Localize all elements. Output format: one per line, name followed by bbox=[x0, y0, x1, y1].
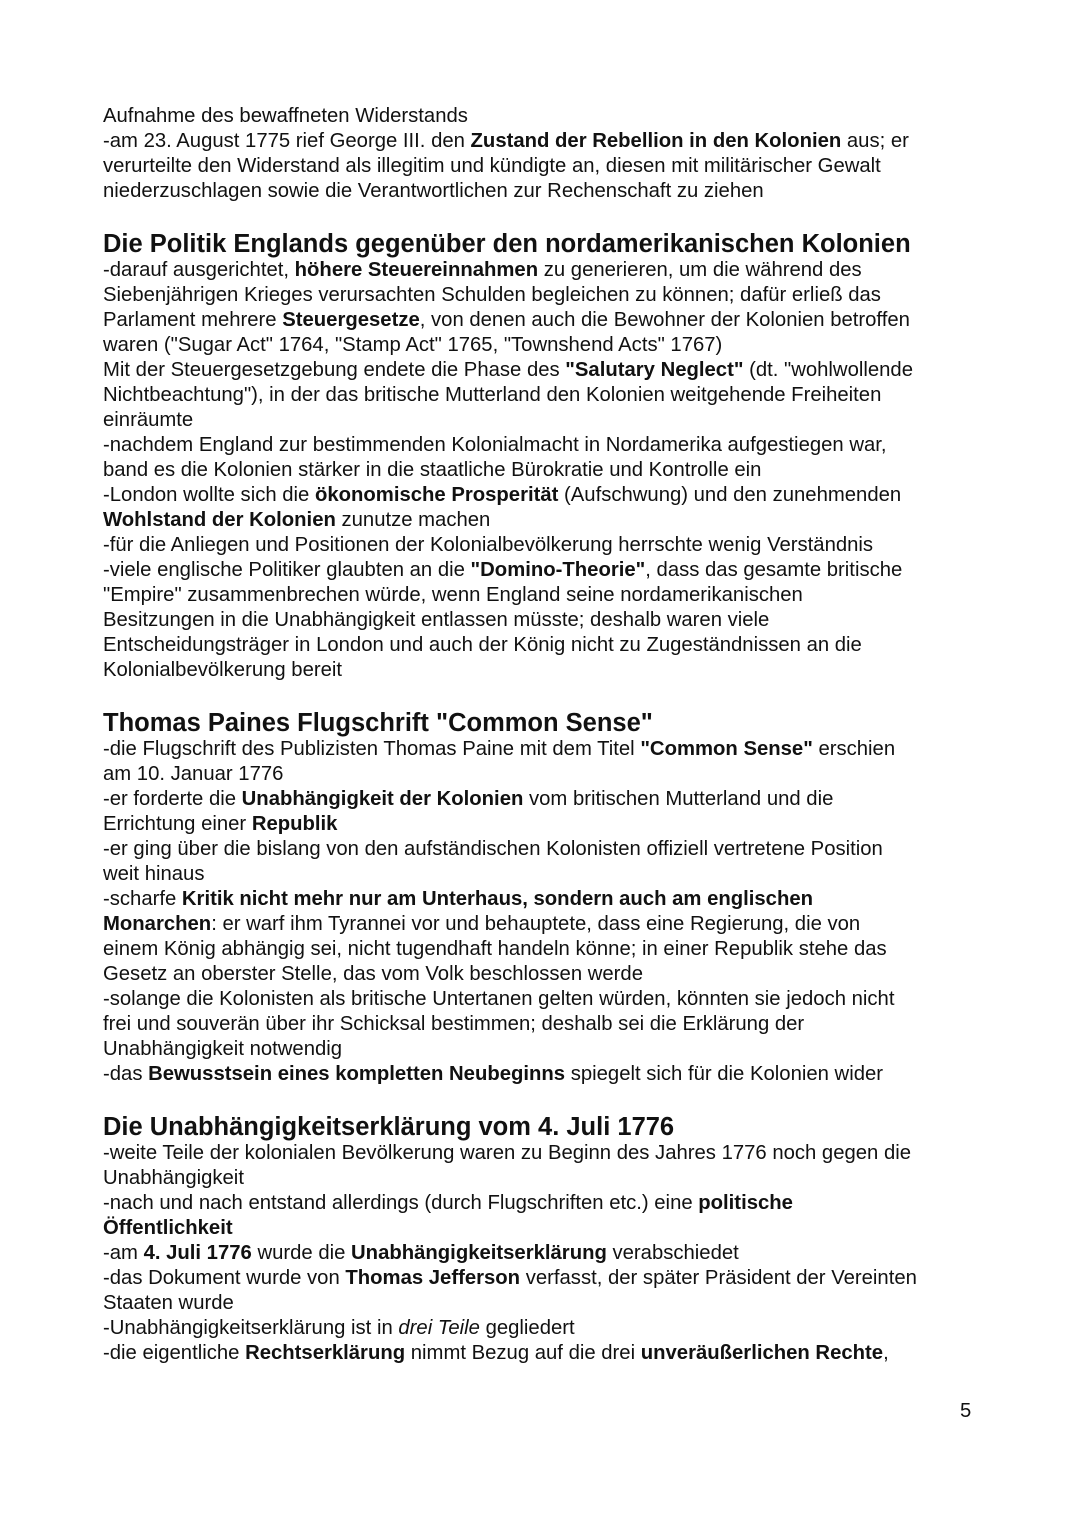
plain-text: -weite Teile der kolonialen Bevölkerung waren zu Beginn des Jahres 1776 noch gegen die bbox=[103, 1142, 912, 1164]
bold-text: unveräußerlichen Rechte bbox=[640, 1342, 884, 1364]
plain-text: Unabhängigkeit bbox=[103, 1167, 244, 1189]
plain-text: Entscheidungsträger in London und auch der König nicht zu Zugeständnissen an die bbox=[103, 634, 862, 656]
text-line bbox=[103, 1037, 993, 1062]
text-line bbox=[103, 1216, 993, 1241]
plain-text: frei und souverän über ihr Schicksal bestimmen; deshalb sei die Erklärung der bbox=[103, 1013, 805, 1035]
plain-text: -solange die Kolonisten als britische Untertanen gelten würden, könnten sie jedoch nicht bbox=[103, 988, 895, 1010]
plain-text: gegliedert bbox=[479, 1317, 575, 1339]
text-line bbox=[103, 333, 993, 358]
text-line bbox=[103, 283, 993, 308]
text-line bbox=[103, 962, 993, 987]
section-heading: Die Politik Englands gegenüber den nordamerikanischen Kolonien bbox=[103, 230, 911, 258]
text-line bbox=[103, 1241, 993, 1266]
plain-text: Aufnahme des bewaffneten Widerstands bbox=[103, 105, 468, 127]
plain-text: -die eigentliche bbox=[103, 1342, 246, 1364]
text-line bbox=[103, 583, 993, 608]
plain-text: -das Dokument wurde von bbox=[103, 1267, 346, 1289]
bold-text: Unabhängigkeitserklärung bbox=[351, 1242, 607, 1264]
section-heading: Thomas Paines Flugschrift "Common Sense" bbox=[103, 709, 653, 737]
plain-text: aus; er bbox=[841, 130, 909, 152]
plain-text: Besitzungen in die Unabhängigkeit entlassen müsste; deshalb waren viele bbox=[103, 609, 770, 631]
bold-text: Republik bbox=[251, 813, 338, 835]
plain-text: Parlament mehrere bbox=[103, 309, 283, 331]
text-line bbox=[103, 658, 993, 683]
plain-text: -am 23. August 1775 rief George III. den bbox=[103, 130, 471, 152]
bold-text: Steuergesetze bbox=[282, 309, 420, 331]
plain-text: "Empire" zusammenbrechen würde, wenn England seine nordamerikanischen bbox=[103, 584, 803, 606]
text-line bbox=[103, 1291, 993, 1316]
plain-text: Mit der Steuergesetzgebung endete die Phase des bbox=[103, 359, 566, 381]
plain-text: niederzuschlagen sowie die Verantwortlichen zur Rechenschaft zu ziehen bbox=[103, 180, 764, 202]
plain-text: waren ("Sugar Act" 1764, "Stamp Act" 1765, "Townshend Acts" 1767) bbox=[103, 334, 723, 356]
plain-text: verfasst, der später Präsident der Vereinten bbox=[520, 1267, 917, 1289]
text-line bbox=[103, 1316, 993, 1341]
plain-text: -nachdem England zur bestimmenden Kolonialmacht in Nordamerika aufgestiegen war, bbox=[103, 434, 887, 456]
bold-text: höhere Steuereinnahmen bbox=[294, 259, 539, 281]
text-line bbox=[103, 1191, 993, 1216]
plain-text: Kolonialbevölkerung bereit bbox=[103, 659, 343, 681]
plain-text: -viele englische Politiker glaubten an die bbox=[103, 559, 471, 581]
text-line bbox=[103, 308, 993, 333]
document-page bbox=[103, 104, 993, 1366]
plain-text: Nichtbeachtung"), in der das britische Mutterland den Kolonien weitgehende Freiheiten bbox=[103, 384, 882, 406]
plain-text: nimmt Bezug auf die drei bbox=[405, 1342, 641, 1364]
text-line bbox=[103, 129, 993, 154]
bold-text: Kritik nicht mehr nur am Unterhaus, sondern auch am englischen bbox=[181, 888, 814, 910]
bold-text: Zustand der Rebellion in den Kolonien bbox=[470, 130, 842, 152]
plain-text: verabschiedet bbox=[606, 1242, 739, 1264]
plain-text: -er forderte die bbox=[103, 788, 242, 810]
text-line bbox=[103, 862, 993, 887]
plain-text: , von denen auch die Bewohner der Kolonien betroffen bbox=[419, 309, 910, 331]
plain-text: -Unabhängigkeitserklärung ist in bbox=[103, 1317, 399, 1339]
text-line bbox=[103, 458, 993, 483]
plain-text: (dt. "wohlwollende bbox=[743, 359, 913, 381]
plain-text: Siebenjährigen Krieges verursachten Schulden begleichen zu können; dafür erließ das bbox=[103, 284, 881, 306]
text-line bbox=[103, 433, 993, 458]
text-line bbox=[103, 1062, 993, 1087]
text-line bbox=[103, 737, 993, 762]
bold-text: Monarchen bbox=[103, 913, 212, 935]
plain-text: einem König abhängig sei, nicht tugendhaft handeln könne; in einer Republik stehe das bbox=[103, 938, 887, 960]
bold-text: politische bbox=[698, 1192, 793, 1214]
bold-text: Bewusstsein eines kompletten Neubeginns bbox=[148, 1063, 566, 1085]
plain-text: (Aufschwung) und den zunehmenden bbox=[558, 484, 902, 506]
text-line bbox=[103, 1341, 993, 1366]
section-heading: Die Unabhängigkeitserklärung vom 4. Juli 1776 bbox=[103, 1113, 675, 1141]
plain-text: vom britischen Mutterland und die bbox=[523, 788, 834, 810]
bold-text: 4. Juli 1776 bbox=[143, 1242, 252, 1264]
bold-text: "Common Sense" bbox=[640, 738, 813, 760]
plain-text: verurteilte den Widerstand als illegitim und kündigte an, diesen mit militärischer Gewalt bbox=[103, 155, 881, 177]
text-line bbox=[103, 508, 993, 533]
bold-text: "Salutary Neglect" bbox=[565, 359, 744, 381]
plain-text: , dass das gesamte britische bbox=[645, 559, 903, 581]
plain-text: zunutze machen bbox=[335, 509, 491, 531]
text-line bbox=[103, 1266, 993, 1291]
text-line bbox=[103, 787, 993, 812]
plain-text: Staaten wurde bbox=[103, 1292, 234, 1314]
plain-text: -für die Anliegen und Positionen der Kolonialbevölkerung herrschte wenig Verständnis bbox=[103, 534, 874, 556]
bold-text: Rechtserklärung bbox=[245, 1342, 406, 1364]
intro-paragraph bbox=[103, 104, 993, 204]
sections-container bbox=[103, 204, 993, 1366]
text-line bbox=[103, 383, 993, 408]
text-line bbox=[103, 408, 993, 433]
plain-text: : er warf ihm Tyrannei vor und behauptete, dass eine Regierung, die von bbox=[211, 913, 861, 935]
plain-text: am 10. Januar 1776 bbox=[103, 763, 284, 785]
section bbox=[103, 230, 993, 683]
bold-text: Unabhängigkeit der Kolonien bbox=[241, 788, 524, 810]
text-line bbox=[103, 1012, 993, 1037]
text-line bbox=[103, 1141, 993, 1166]
text-line bbox=[103, 937, 993, 962]
bold-text: "Domino-Theorie" bbox=[470, 559, 646, 581]
text-line bbox=[103, 987, 993, 1012]
text-line bbox=[103, 483, 993, 508]
plain-text: Gesetz an oberster Stelle, das vom Volk beschlossen werde bbox=[103, 963, 643, 985]
section bbox=[103, 1113, 993, 1366]
plain-text: spiegelt sich für die Kolonien wider bbox=[565, 1063, 884, 1085]
text-line bbox=[103, 887, 993, 912]
plain-text: -scharfe bbox=[103, 888, 182, 910]
text-line bbox=[103, 1166, 993, 1191]
plain-text: weit hinaus bbox=[103, 863, 205, 885]
text-line bbox=[103, 912, 993, 937]
plain-text: , bbox=[883, 1342, 889, 1364]
text-line bbox=[103, 104, 993, 129]
bold-text: Öffentlichkeit bbox=[103, 1217, 233, 1239]
plain-text: erschien bbox=[812, 738, 896, 760]
plain-text: -das bbox=[103, 1063, 149, 1085]
text-line bbox=[103, 633, 993, 658]
italic-text: drei Teile bbox=[398, 1317, 480, 1339]
bold-text: ökonomische Prosperität bbox=[314, 484, 559, 506]
text-line bbox=[103, 762, 993, 787]
text-line bbox=[103, 533, 993, 558]
bold-text: Wohlstand der Kolonien bbox=[103, 509, 336, 531]
text-line bbox=[103, 358, 993, 383]
plain-text: wurde die bbox=[251, 1242, 352, 1264]
plain-text: Unabhängigkeit notwendig bbox=[103, 1038, 343, 1060]
text-line bbox=[103, 558, 993, 583]
text-line bbox=[103, 837, 993, 862]
page-number: 5 bbox=[960, 1400, 972, 1422]
text-line bbox=[103, 179, 993, 204]
plain-text: -die Flugschrift des Publizisten Thomas Paine mit dem Titel bbox=[103, 738, 641, 760]
plain-text: -London wollte sich die bbox=[103, 484, 315, 506]
plain-text: -nach und nach entstand allerdings (durch Flugschriften etc.) eine bbox=[103, 1192, 699, 1214]
text-line bbox=[103, 608, 993, 633]
plain-text: einräumte bbox=[103, 409, 194, 431]
plain-text: -am bbox=[103, 1242, 144, 1264]
plain-text: band es die Kolonien stärker in die staatliche Bürokratie und Kontrolle ein bbox=[103, 459, 762, 481]
section bbox=[103, 709, 993, 1087]
plain-text: -er ging über die bislang von den aufständischen Kolonisten offiziell vertretene Position bbox=[103, 838, 883, 860]
plain-text: zu generieren, um die während des bbox=[538, 259, 862, 281]
text-line bbox=[103, 812, 993, 837]
plain-text: -darauf ausgerichtet, bbox=[103, 259, 295, 281]
bold-text: Thomas Jefferson bbox=[345, 1267, 521, 1289]
plain-text: Errichtung einer bbox=[103, 813, 252, 835]
text-line bbox=[103, 258, 993, 283]
text-line bbox=[103, 154, 993, 179]
